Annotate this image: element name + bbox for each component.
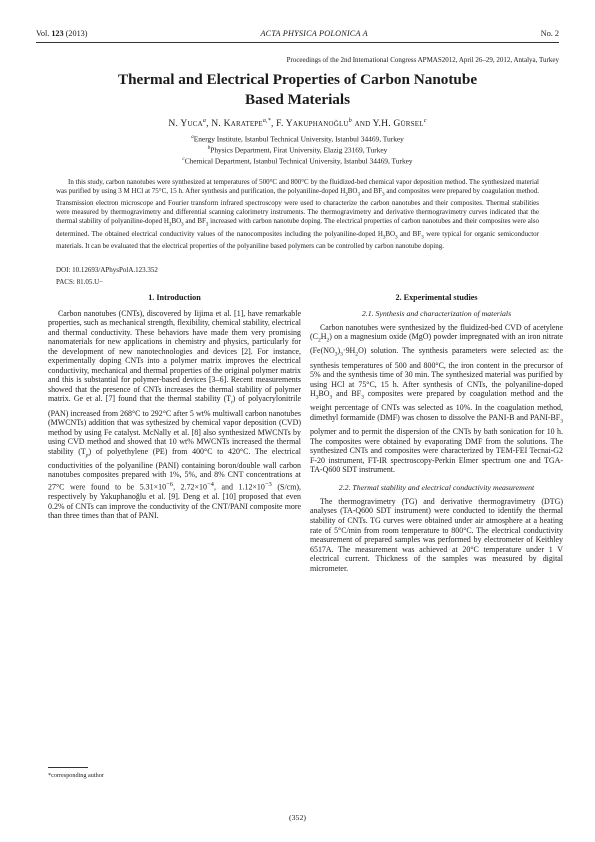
- footnote-rule: [48, 767, 88, 768]
- section-heading-introduction: 1. Introduction: [148, 293, 201, 302]
- page-number: (352): [289, 813, 306, 822]
- subsection-heading-thermal: 2.2. Thermal stability and electrical conductivity measurement: [338, 482, 535, 492]
- affiliation-c: $^c$Chemical Department, Istanbul Technical University, Istanbul 34469, Turkey: [182, 156, 413, 166]
- header-rule: [36, 42, 559, 43]
- author-3: F. Yakuphanoğlu: [276, 118, 349, 130]
- column-right: [310, 293, 563, 573]
- affiliation-a: $^a$Energy Institute, Istanbul Technical University, Istanbul 34469, Turkey: [191, 134, 404, 144]
- author-4: Y.H. Gürsel: [372, 118, 424, 130]
- volume-info: Vol. 123 (2013): [36, 29, 88, 38]
- journal-name: ACTA PHYSICA POLONICA A: [260, 29, 368, 38]
- title-line-1: Thermal and Electrical Properties of Carbon Nanotube: [117, 71, 478, 88]
- footnote: *corresponding author: [48, 772, 104, 779]
- proceedings-line: Proceedings of the 2nd International Congress APMAS2012, April 26–29, 2012, Antalya, Turkey: [286, 56, 559, 64]
- column-left: [48, 293, 301, 521]
- author-1: N. Yuca: [168, 118, 203, 130]
- running-head: [36, 29, 559, 38]
- abstract: In this study, carbon nanotubes were synthesized at temperatures of 500°C and 800°C by the fluidized-bed chemical vapor deposition method. The synthesized material was purified by using 3 M HCl at 75°C, 15 h. After synthesis and purification, the polyaniline-doped $H_3BO_3$ and $BF_3$ and composites were prepared by coagulation method. Transmission electron microscope and Fourier transform infrared spectroscopy were used to characterize the carbon nanotubes and their composites. Thermal stabilities were measured by thermogravimetry and differential scanning calorimetry instruments. The thermogravimetry and derivative thermogravimetry curves indicated that the thermal stability of polyaniline-doped $H_3BO_3$ and $BF_3$ increased with carbon nanotube doping. The electrical properties of carbon nanotubes and their composites were also determined. The obtained electrical conductivity values of the nanocomposites including the polyaniline-doped $H_3BO_3$ and $BF_3$ were typical for organic semiconductor materials. It can be evaluated that the electrical properties of the polyaniline based polymers can be controlled by carbon nanotube doping.: [56, 178, 540, 251]
- title-line-2: Based Materials: [244, 91, 351, 108]
- issue-number: No. 2: [540, 29, 559, 38]
- subsection-heading-synthesis: 2.1. Synthesis and characterization of materials: [361, 308, 512, 318]
- pacs-line: PACS: 81.05.U−: [56, 278, 104, 286]
- author-2: N. Karatepe: [211, 118, 263, 130]
- paper-title: [40, 70, 555, 110]
- section-heading-experimental: 2. Experimental studies: [395, 293, 478, 302]
- intro-paragraph: Carbon nanotubes (CNTs), discovered by Iijima et al. [1], have remarkable properties, such as mechanical strength, flexibility, chemical stability, electrical and thermal conductivity. These behaviors have made them very promising nanomaterials for new applications in chemistry and physics, particularly for the development of new nanotechnologies and devices [2]. For instance, experimentally doping CNTs into a polymer matrix improves the electrical conductivity, mechanical and thermal properties of the original polymer matrix and this is substantial for polymer-based devices [3–6]. Recent measurements showed that the presence of CNTs increases the thermal stability of polymer matrix. Ge et al. [7] found that the thermal stability $(T_t)$ of polyacrylonitrile (PAN) increased from 268°C to 292°C after 5 wt% multiwall carbon nanotubes (MWCNTs) addition that was sythesized by chemical vapor deposition (CVD) method by using Fe catalyst. McNally et al. [8] also synthesized MWCNTs by using CVD method and showed that 10 wt% MWCNTs increased the thermal stability $(T_p)$ of polyethylene (PE) from 400°C to 420°C. The electrical conductivities of the polyaniline (PANI) containing boron/double wall carbon nanotubes composites prepared with 1%, 5%, and 8% CNT concentrations at 27°C were found to be $5.31\times 10^{-6}$, $2.72\times 10^{-4}$, and $1.12\times 10^{-3}$ (S/cm), respectively by Yakuphanoğlu et al. [9]. Deng et al. [10] proposed that even 0.2% of CNTs can improve the conductivity of the CNT/PANI composite more than three times than that of PANI.: [48, 308, 302, 521]
- synthesis-paragraph: Carbon nanotubes were synthesized by the fluidized-bed CVD of acetylene $(C_2H_2)$ on a magnesium oxide (MgO) powder impregnated with an iron nitrate $(Fe(NO_3)_3\cdot 9H_2O)$ solution. The synthesis parameters were selected as: the synthesis temperatures of 500 and 800°C, the iron content in the precursor of 5% and the synthesis time of 30 min. The synthesized material was purified by using HCl at 75°C, 15 h. After synthesis of CNTs, the polyaniline-doped $H_3BO_3$ and $BF_3$ composites were prepared by coagulation method and the weight percentage of CNTs was selected as 10%. In the coagulation method, dimethyl formamide (DMF) was chosen to dissolve the PANI-B and PANI-$BF_3$ polymer and to permit the dispersion of the CNTs by bath sonication for 10 h. The composites were obtained by evaporating DMF from the solutions. The synthesized CNTs and composites were characterized by TEM-FEI Tecnai-G2 F-20 instrument, FT-IR spectroscopy-Perkin Elmer spectrum one and TGA-TA-Q600 SDT instrument.: [310, 322, 563, 475]
- doi-line: DOI: 10.12693/APhysPolA.123.352: [56, 266, 158, 274]
- affiliation-b: $^b$Physics Department, Firat University, Elazig 23169, Turkey: [207, 145, 388, 155]
- author-list: N. Yuca$^a$, N. Karatepe$^{a,*}$, F. Yakuphanoğlu$^b$ and Y.H. Gürsel$^c$: [168, 118, 427, 130]
- thermal-paragraph: The thermogravimetry (TG) and derivative thermogravimetry (DTG) analyses (TA-Q600 SDT instrument) were conducted to identify the thermal stability of CNTs. TG curves were obtained under air atmosphere at a heating rate of 5°C/min from room temperature to 800°C. The electrical conductivity measurement of prepared samples was performed by electrometer of Keithley 6517A. The measurement was achieved at 20°C temperature under 1 V electrical current. Thickness of the samples was measured by digital micrometer.: [310, 496, 563, 573]
